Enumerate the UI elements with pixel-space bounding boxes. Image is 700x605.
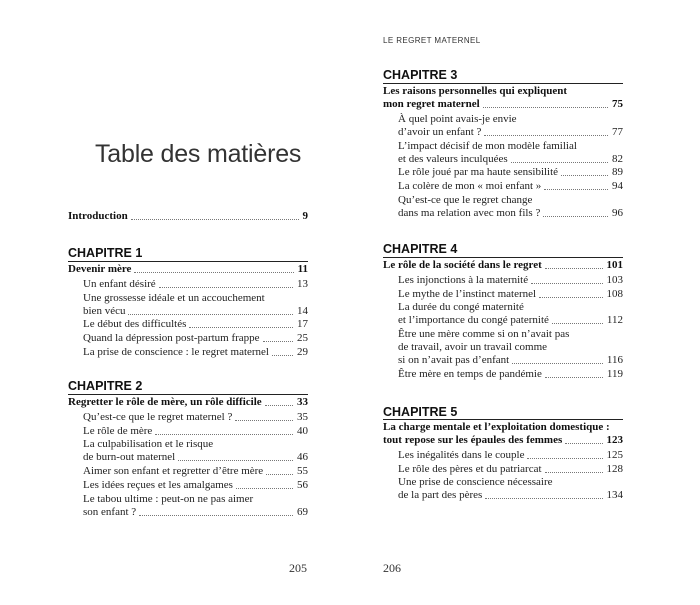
entry-label: Le rôle de mère	[83, 424, 153, 437]
entry-label: La prise de conscience : le regret maternel	[83, 346, 269, 358]
toc-entry[interactable]	[83, 346, 308, 359]
toc-entry[interactable]	[398, 166, 623, 179]
entry-label: Aimer son enfant et regretter d’être mère	[83, 465, 264, 478]
chapter-main-entry[interactable]	[68, 396, 308, 409]
entry-page: 77	[612, 125, 623, 138]
entry-page: 116	[606, 354, 623, 367]
dot-leader	[131, 219, 299, 220]
entry-page: 125	[606, 448, 623, 461]
entry-label: Les idées reçues et les amalgames	[83, 479, 233, 491]
dot-leader	[531, 283, 602, 284]
chapter-2-heading: CHAPITRE 2	[68, 379, 143, 393]
chapter-main-entry[interactable]	[68, 263, 308, 276]
dot-leader	[483, 107, 608, 108]
entry-page: 103	[606, 273, 623, 286]
toc-entry[interactable]	[398, 274, 623, 287]
toc-entry[interactable]	[83, 292, 308, 318]
toc-entry[interactable]	[83, 425, 308, 438]
entry-label: Être mère en temps de pandémie	[398, 368, 542, 380]
chapter-main-entry[interactable]	[383, 85, 623, 111]
entry-label: Le mythe de l’instinct maternel	[398, 287, 537, 300]
dot-leader	[484, 135, 608, 136]
dot-leader	[539, 297, 602, 298]
entry-label-line: L’impact décisif de mon modèle familial	[398, 139, 577, 152]
chapter-5-rule	[383, 419, 623, 420]
entry-page: 9	[302, 210, 308, 222]
entry-label: Devenir mère	[68, 263, 132, 275]
dot-leader	[265, 405, 293, 406]
entry-page: 69	[297, 505, 308, 518]
entry-label: Le rôle joué par ma haute sensibilité	[398, 166, 559, 179]
entry-label: d’avoir un enfant ?	[398, 125, 482, 138]
entry-label: Le rôle des pères et du patriarcat	[398, 462, 542, 475]
entry-page: 33	[297, 396, 308, 408]
entry-label: Le début des difficultés	[83, 318, 187, 331]
toc-entry[interactable]	[398, 113, 623, 139]
dot-leader	[266, 474, 293, 475]
entry-page: 29	[297, 346, 308, 358]
chapter-main-entry[interactable]	[383, 259, 623, 272]
running-head: LE REGRET MATERNEL	[383, 36, 481, 45]
toc-entry[interactable]	[398, 301, 623, 327]
entry-label: Qu’est-ce que le regret maternel ?	[83, 410, 233, 423]
entry-label: tout repose sur les épaules des femmes	[383, 434, 563, 446]
entry-label-line: La culpabilisation et le risque	[83, 438, 214, 451]
entry-label: son enfant ?	[83, 505, 137, 518]
entry-label: de la part des pères	[398, 489, 483, 502]
entry-page: 82	[612, 152, 623, 165]
toc-entry[interactable]	[83, 479, 308, 492]
page-number-left: 205	[289, 561, 307, 575]
toc-entry[interactable]	[398, 180, 623, 193]
entry-label: Les injonctions à la maternité	[398, 273, 529, 286]
entry-page: 94	[612, 180, 623, 193]
dot-leader	[545, 268, 603, 269]
entry-label-line: de travail, avoir un travail comme	[398, 341, 548, 354]
entry-label: Introduction	[68, 210, 128, 222]
entry-page: 14	[297, 304, 308, 317]
entry-label: bien vécu	[83, 304, 126, 317]
dot-leader	[544, 189, 608, 190]
entry-page: 40	[297, 424, 308, 437]
entry-label-line: Les raisons personnelles qui expliquent	[383, 85, 567, 97]
toc-entry[interactable]	[83, 278, 308, 291]
dot-leader	[527, 458, 602, 459]
entry-label-line: À quel point avais-je envie	[398, 112, 517, 125]
toc-entry[interactable]	[83, 411, 308, 424]
entry-page: 134	[606, 489, 623, 502]
chapter-4-rule	[383, 257, 623, 258]
entry-label: et l’importance du congé paternité	[398, 314, 549, 327]
entry-label-line: Le tabou ultime : peut-on ne pas aimer	[83, 492, 254, 505]
entry-page: 56	[297, 479, 308, 491]
entry-label-line: Une prise de conscience nécessaire	[398, 476, 553, 489]
entry-page: 112	[606, 314, 623, 327]
entry-label: et des valeurs inculquées	[398, 152, 508, 165]
chapter-5-heading: CHAPITRE 5	[383, 405, 458, 419]
chapter-1-heading: CHAPITRE 1	[68, 246, 143, 260]
entry-label: Regretter le rôle de mère, un rôle difficile	[68, 396, 262, 408]
dot-leader	[543, 216, 608, 217]
entry-label: de burn-out maternel	[83, 451, 176, 464]
dot-leader	[263, 341, 293, 342]
dot-leader	[485, 498, 602, 499]
dot-leader	[178, 460, 293, 461]
entry-page: 101	[606, 259, 623, 271]
chapter-3-rule	[383, 83, 623, 84]
dot-leader	[545, 472, 603, 473]
chapter-main-entry[interactable]	[383, 421, 623, 447]
entry-page: 55	[297, 465, 308, 478]
dot-leader	[189, 327, 293, 328]
entry-page: 11	[297, 263, 308, 275]
entry-page: 89	[612, 166, 623, 179]
entry-page: 119	[606, 368, 623, 380]
entry-page: 35	[297, 410, 308, 423]
chapter-1-rule	[68, 261, 308, 262]
entry-label: La colère de mon « moi enfant »	[398, 180, 542, 193]
toc-entry[interactable]	[83, 493, 308, 519]
toc-entry[interactable]	[398, 449, 623, 462]
dot-leader	[134, 272, 293, 273]
entry-page: 46	[297, 451, 308, 464]
entry-label-line: La charge mentale et l’exploitation domestique :	[383, 421, 610, 433]
toc-entry[interactable]	[83, 332, 308, 345]
entry-label: Le rôle de la société dans le regret	[383, 259, 542, 271]
entry-label: si on n’avait pas d’enfant	[398, 354, 510, 367]
toc-entry[interactable]	[398, 288, 623, 301]
dot-leader	[128, 314, 293, 315]
entry-label-line: Une grossesse idéale et un accouchement	[83, 291, 265, 304]
entry-label-line: La durée du congé maternité	[398, 301, 524, 314]
entry-page: 128	[606, 462, 623, 475]
toc-entry[interactable]	[398, 194, 623, 220]
dot-leader	[561, 175, 608, 176]
entry-page: 13	[297, 277, 308, 290]
dot-leader	[272, 355, 293, 356]
dot-leader	[545, 377, 603, 378]
entry-page: 123	[606, 434, 623, 446]
toc-title: Table des matières	[95, 140, 302, 168]
toc-entry[interactable]	[398, 463, 623, 476]
entry-label-line: Être une mère comme si on n’avait pas	[398, 328, 570, 341]
right-page	[350, 0, 700, 605]
toc-entry[interactable]	[398, 328, 623, 367]
entry-label: Quand la dépression post-partum frappe	[83, 332, 260, 345]
dot-leader	[511, 162, 608, 163]
entry-label: Les inégalités dans le couple	[398, 448, 525, 461]
dot-leader	[512, 363, 603, 364]
introduction-entry[interactable]	[68, 210, 308, 223]
dot-leader	[552, 323, 603, 324]
dot-leader	[235, 420, 293, 421]
entry-label: dans ma relation avec mon fils ?	[398, 207, 541, 219]
entry-label: Un enfant désiré	[83, 277, 156, 290]
entry-page: 96	[612, 207, 623, 219]
dot-leader	[236, 488, 293, 489]
entry-label-line: Qu’est-ce que le regret change	[398, 194, 533, 206]
chapter-2-rule	[68, 394, 308, 395]
toc-entry[interactable]	[83, 318, 308, 331]
chapter-3-heading: CHAPITRE 3	[383, 68, 458, 82]
dot-leader	[139, 515, 293, 516]
dot-leader	[155, 434, 293, 435]
toc-entry[interactable]	[83, 438, 308, 464]
toc-entry[interactable]	[398, 476, 623, 502]
dot-leader	[565, 443, 602, 444]
entry-page: 108	[606, 287, 623, 300]
toc-entry[interactable]	[83, 465, 308, 478]
chapter-4-heading: CHAPITRE 4	[383, 242, 458, 256]
toc-entry[interactable]	[398, 140, 623, 166]
entry-label: mon regret maternel	[383, 98, 480, 110]
toc-entry[interactable]	[398, 368, 623, 381]
dot-leader	[159, 287, 293, 288]
entry-page: 17	[297, 318, 308, 331]
entry-page: 75	[612, 98, 623, 110]
entry-page: 25	[297, 332, 308, 345]
page-number-right: 206	[383, 561, 401, 575]
